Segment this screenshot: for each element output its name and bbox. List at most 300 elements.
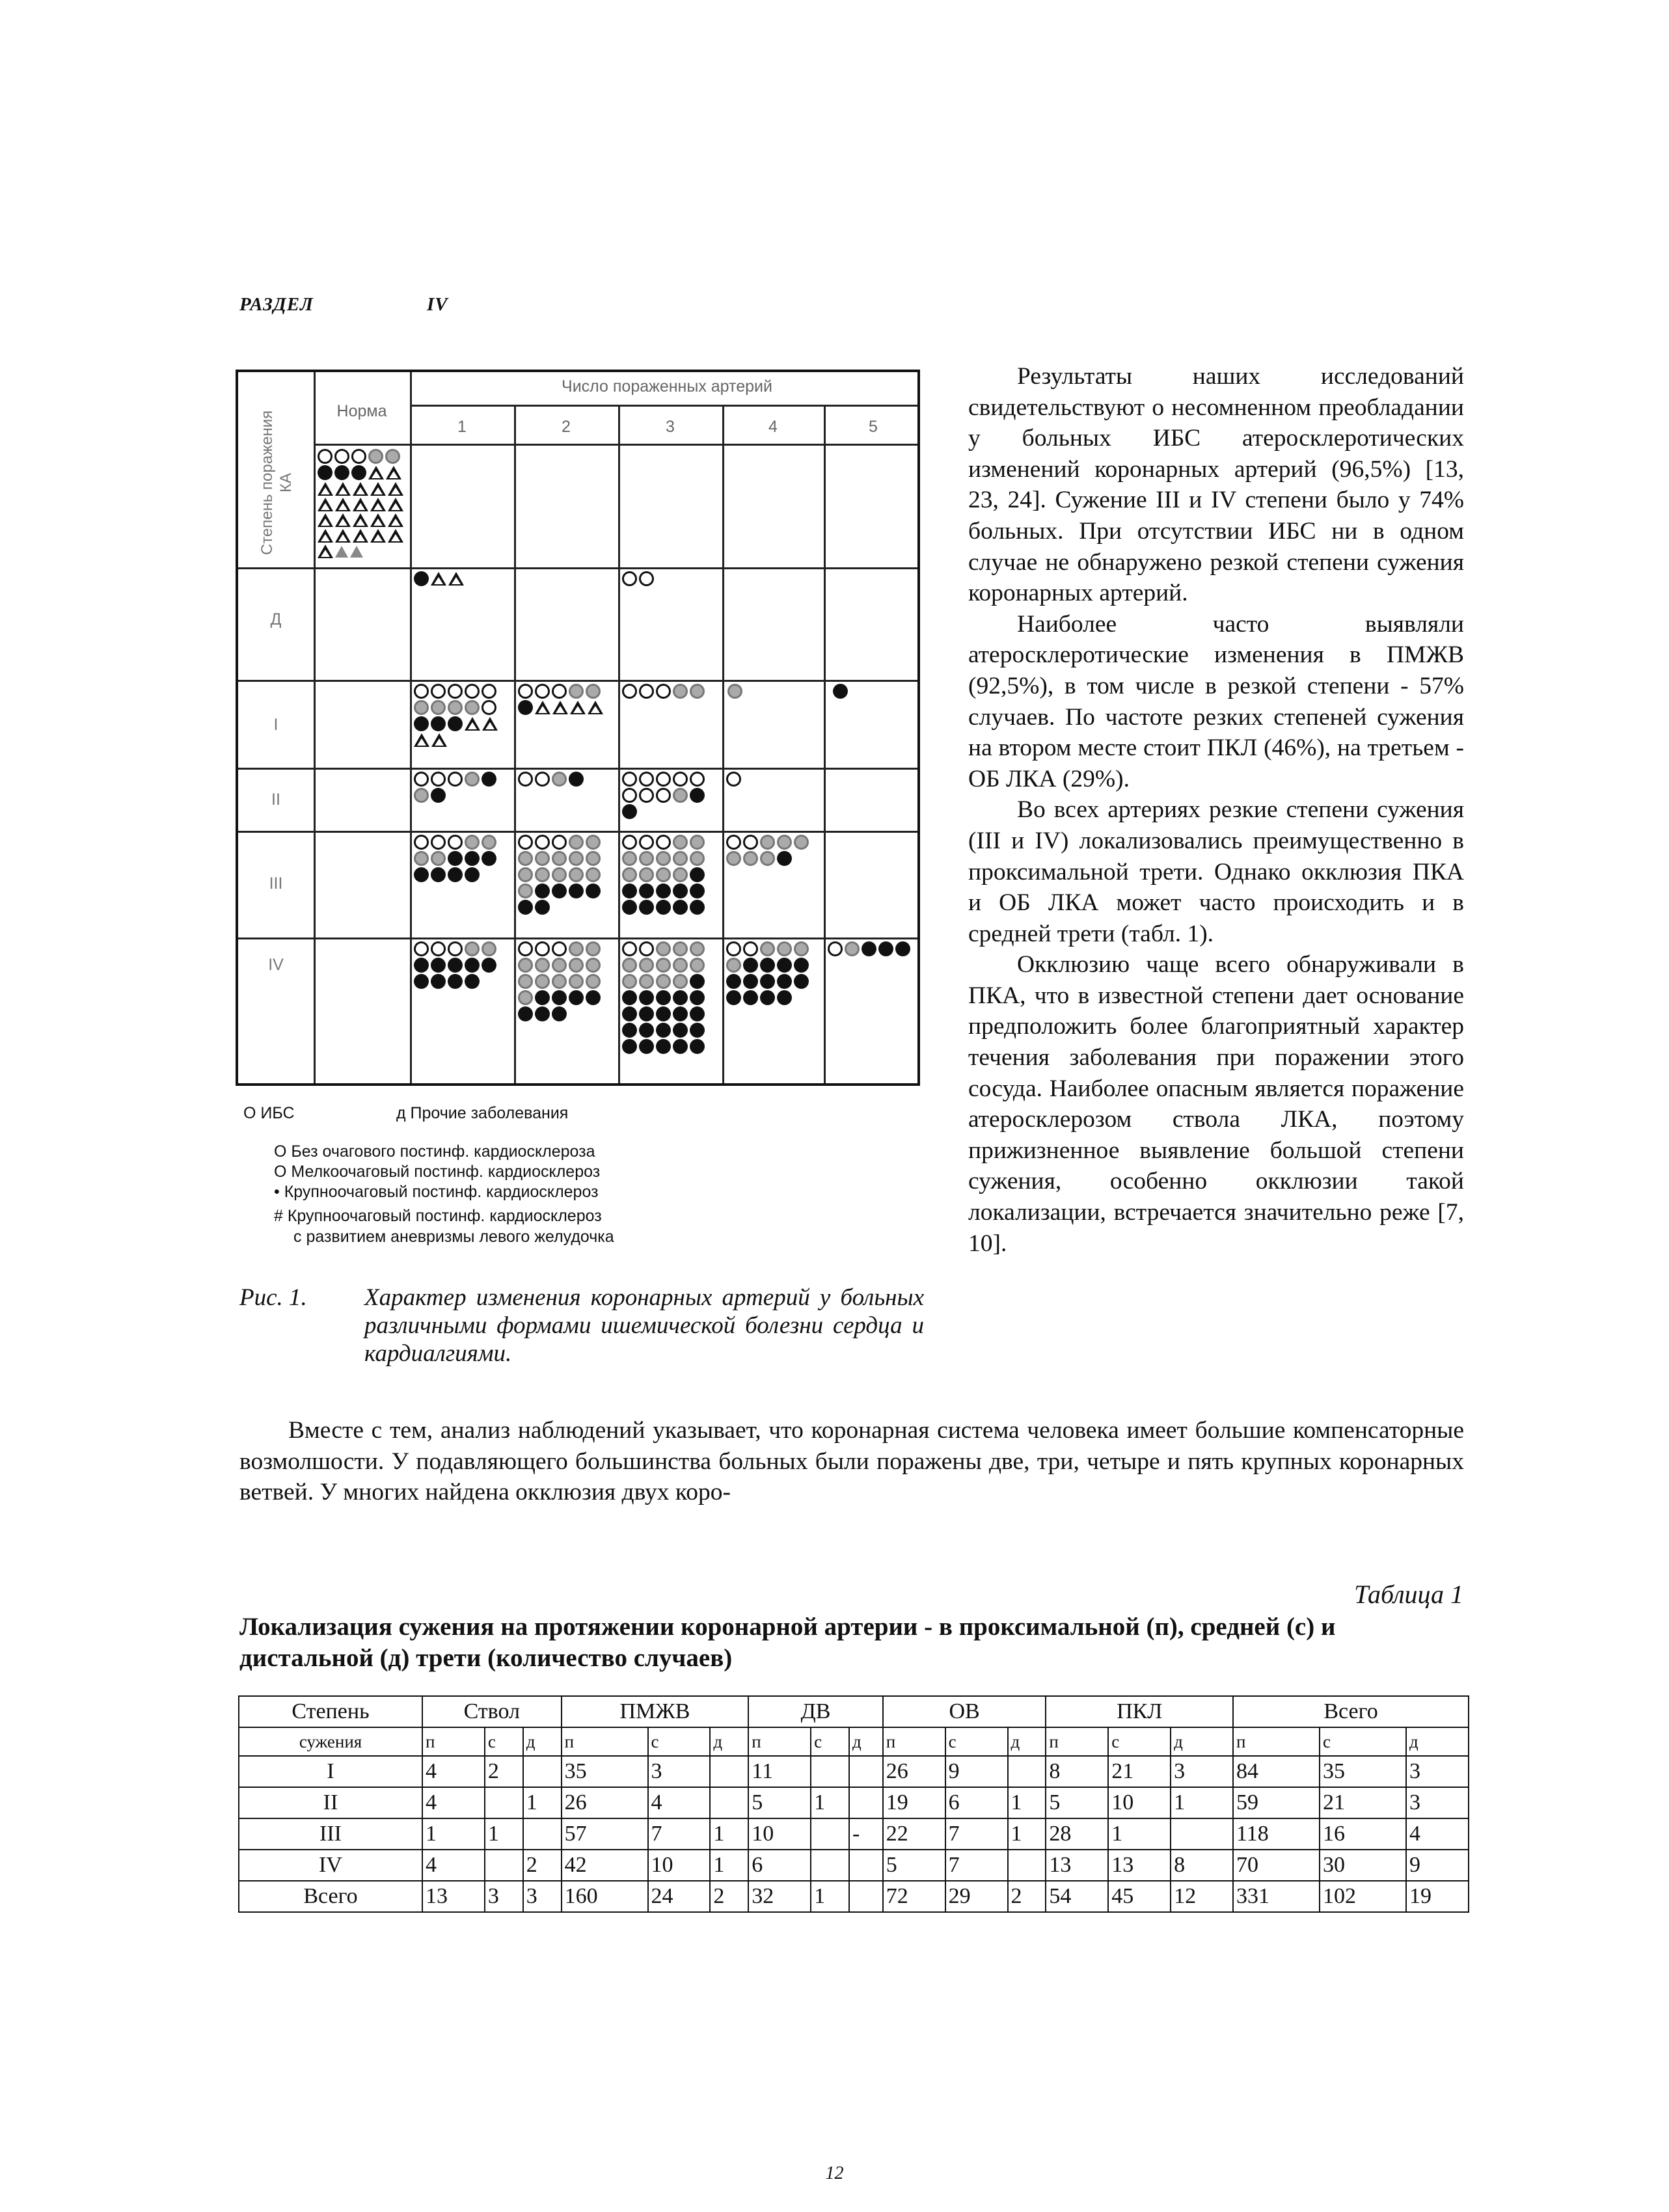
filled-circle-marker [656, 1023, 671, 1038]
table-cell [849, 1881, 883, 1912]
table-cell: 10 [748, 1818, 811, 1850]
filled-circle-marker [639, 900, 654, 915]
grey-circle-marker [465, 772, 480, 787]
filled-circle-marker [760, 958, 775, 973]
table-subheader: с [945, 1727, 1008, 1756]
filled-circle-marker [448, 851, 463, 866]
filled-circle-marker [777, 974, 792, 989]
figure-cell-norm-row0 [318, 449, 409, 558]
paragraph: Окклюзию чаще всего обнаруживали в ПКА, что в известной степени дает основание предположить более благоприятный характер течения заболевания при поражении этого сосуда. Наиболее опасным является поражение атеросклерозом ствола ЛКА, поэтому прижизненное выявление большой степени сужения, особенно окклюзии такой локализации, встречается значительно реже [7, 10]. [968, 951, 1464, 1257]
filled-circle-marker [639, 990, 654, 1005]
triangle-marker [570, 701, 586, 714]
table-subheader: п [422, 1727, 485, 1756]
grey-circle-marker [743, 851, 758, 866]
table-subheader: д [1008, 1727, 1046, 1756]
grey-circle-marker [569, 867, 584, 882]
filled-circle-marker [482, 772, 496, 787]
table-cell [811, 1756, 849, 1787]
table-cell: 331 [1233, 1881, 1320, 1912]
triangle-marker [335, 498, 351, 511]
open-circle-marker [414, 941, 429, 956]
figure-grid [236, 370, 920, 1086]
figure-row-3: III [269, 874, 283, 893]
open-circle-marker [726, 772, 741, 787]
figure-cell-2-3 [622, 772, 720, 819]
filled-circle-marker [690, 900, 705, 915]
filled-circle-marker [569, 990, 584, 1005]
triangle-marker [353, 482, 368, 496]
figure-cell-4-4 [726, 941, 821, 1005]
figure-cell-1-3 [622, 684, 720, 699]
filled-circle-marker [414, 716, 429, 731]
table-subheader: д [710, 1727, 748, 1756]
table-cell: 35 [562, 1756, 648, 1787]
figure-cell-3-3 [622, 835, 720, 915]
filled-circle-marker [482, 851, 496, 866]
filled-circle-marker [552, 1006, 567, 1021]
filled-circle-marker [777, 958, 792, 973]
filled-circle-marker [586, 990, 601, 1005]
table-cell: 28 [1046, 1818, 1108, 1850]
grey-circle-marker [673, 851, 688, 866]
table-cell: 10 [648, 1850, 711, 1881]
table-subheader: п [1046, 1727, 1108, 1756]
filled-circle-marker [448, 974, 463, 989]
figure-cell-2-1 [414, 772, 511, 803]
table-subheader: с [485, 1727, 523, 1756]
filled-circle-marker [535, 900, 550, 915]
table-group-header: ПМЖВ [562, 1696, 749, 1727]
figure-col-4: 4 [768, 418, 778, 436]
grey-circle-marker [431, 700, 446, 715]
filled-circle-marker [656, 883, 671, 898]
open-circle-marker [726, 941, 741, 956]
filled-circle-marker [518, 700, 533, 715]
figure-row-d: Д [270, 610, 282, 628]
filled-circle-marker [673, 1006, 688, 1021]
filled-circle-marker [622, 1006, 637, 1021]
triangle-marker [535, 701, 550, 714]
figure-cell-1-2 [518, 684, 616, 715]
table-row-label: II [239, 1787, 422, 1818]
table-cell: 5 [883, 1850, 945, 1881]
grey-circle-marker [794, 941, 809, 956]
figure-cell-1-1 [414, 684, 511, 747]
running-header-section: РАЗДЕЛ [239, 294, 314, 315]
filled-circle-marker [862, 941, 876, 956]
filled-circle-marker [690, 1023, 705, 1038]
table-subheader: д [523, 1727, 562, 1756]
filled-circle-marker [639, 1039, 654, 1054]
grey-circle-marker [760, 835, 775, 850]
grey-circle-marker [368, 449, 383, 464]
filled-circle-marker [690, 1039, 705, 1054]
grey-circle-marker [518, 851, 533, 866]
table-cell: 1 [422, 1818, 485, 1850]
table-cell: 3 [1406, 1756, 1469, 1787]
triangle-marker [318, 498, 333, 511]
figure-col-3: 3 [666, 418, 675, 436]
filled-circle-marker [760, 990, 775, 1005]
grey-circle-marker [586, 851, 601, 866]
page-number: 12 [825, 2163, 844, 2183]
grey-circle-marker [465, 700, 480, 715]
grey-circle-marker [794, 835, 809, 850]
open-circle-marker [639, 835, 654, 850]
triangle-marker [388, 482, 403, 496]
grey-circle-marker [518, 883, 533, 898]
open-circle-marker [726, 835, 741, 850]
triangle-marker [465, 717, 480, 731]
table-cell [485, 1850, 523, 1881]
table-subheader: п [883, 1727, 945, 1756]
filled-circle-marker [673, 900, 688, 915]
filled-circle-marker [482, 958, 496, 973]
legend-item: О Без очагового постинф. кардиосклероза [274, 1142, 595, 1161]
grey-circle-marker [673, 958, 688, 973]
filled-circle-marker [777, 851, 792, 866]
triangle-marker [552, 701, 568, 714]
filled-circle-marker [535, 883, 550, 898]
table-cell: 2 [485, 1756, 523, 1787]
table-cell [849, 1787, 883, 1818]
figure-cell-1-5 [829, 684, 920, 699]
table-cell: 19 [1406, 1881, 1469, 1912]
grey-circle-marker [535, 958, 550, 973]
triangle-marker [370, 513, 386, 527]
table-row-label: III [239, 1818, 422, 1850]
open-circle-marker [465, 684, 480, 699]
filled-circle-marker [431, 974, 446, 989]
grey-circle-marker [586, 684, 601, 699]
open-circle-marker [414, 772, 429, 787]
grey-circle-marker [482, 941, 496, 956]
figure-col-2: 2 [562, 418, 571, 436]
table-cell: 1 [710, 1850, 748, 1881]
filled-circle-marker [535, 1006, 550, 1021]
table-cell: 1 [1171, 1787, 1233, 1818]
open-circle-marker [535, 772, 550, 787]
open-circle-marker [639, 571, 654, 586]
table-cell: 8 [1046, 1756, 1108, 1787]
open-circle-marker [351, 449, 366, 464]
table-cell: 9 [945, 1756, 1008, 1787]
filled-circle-marker [639, 1006, 654, 1021]
grey-circle-marker [552, 867, 567, 882]
table-cell: 45 [1108, 1881, 1171, 1912]
figure-cell-2-2 [518, 772, 616, 787]
filled-circle-marker [673, 1039, 688, 1054]
triangle-marker [414, 733, 429, 747]
table-cell: 3 [485, 1881, 523, 1912]
triangle-marker [335, 482, 351, 496]
grey-circle-marker [535, 974, 550, 989]
grey-circle-marker [518, 990, 533, 1005]
open-circle-marker [622, 941, 637, 956]
grey-circle-marker [448, 700, 463, 715]
table-cell: 13 [422, 1881, 485, 1912]
table-cell: 30 [1320, 1850, 1406, 1881]
open-circle-marker [518, 941, 533, 956]
table-subheader: д [1171, 1727, 1233, 1756]
table-cell: 3 [1171, 1756, 1233, 1787]
filled-circle-marker [414, 571, 429, 586]
table-cell: 21 [1320, 1787, 1406, 1818]
table-cell: 4 [422, 1850, 485, 1881]
grey-circle-marker [569, 684, 584, 699]
table-subheader: д [1406, 1727, 1469, 1756]
triangle-marker [448, 572, 464, 586]
table-row [239, 1850, 1469, 1881]
table-subheader: с [1320, 1727, 1406, 1756]
open-circle-marker [622, 684, 637, 699]
open-circle-marker [743, 941, 758, 956]
filled-circle-marker [690, 788, 705, 803]
paragraph: Результаты наших исследований свидетельствуют о несомненном преобладании у больных ИБС атеросклеротических изменений коронарных артерий (96,5%) [13, 23, 24]. Сужение III и IV степени было у 74% больных. При отсутствии ИБС ни в одном случае не обнаружено резкой степени сужения коронарных артерий. [968, 363, 1464, 607]
table-group-header: Ствол [422, 1696, 562, 1727]
grey-circle-marker [656, 958, 671, 973]
figure-cell-2-4 [726, 772, 821, 787]
table-row [239, 1787, 1469, 1818]
grey-circle-marker [690, 835, 705, 850]
figure-cell-4-3 [622, 941, 720, 1054]
filled-circle-marker [656, 1039, 671, 1054]
grey-circle-marker [552, 772, 567, 787]
table-cell: 10 [1108, 1787, 1171, 1818]
grey-circle-marker [622, 867, 637, 882]
open-circle-marker [622, 788, 637, 803]
open-circle-marker [431, 684, 446, 699]
figure-cell-3-1 [414, 835, 511, 882]
grey-circle-marker [552, 974, 567, 989]
table-cell [1008, 1756, 1046, 1787]
table-subheader: д [849, 1727, 883, 1756]
table-cell: 13 [1046, 1850, 1108, 1881]
grey-circle-marker [845, 941, 860, 956]
grey-circle-marker [639, 867, 654, 882]
figure-norm-label: Норма [336, 402, 387, 420]
open-circle-marker [535, 684, 550, 699]
table-cell: 21 [1108, 1756, 1171, 1787]
figure-col-1: 1 [457, 418, 467, 436]
triangle-marker [388, 529, 403, 543]
table-row-label: IV [239, 1850, 422, 1881]
open-circle-marker [482, 684, 496, 699]
grey-circle-marker [586, 958, 601, 973]
table-row [239, 1881, 1469, 1912]
filled-circle-marker [431, 716, 446, 731]
legend-ibs: О ИБС [243, 1104, 295, 1122]
filled-circle-marker [622, 990, 637, 1005]
table-cell: 11 [748, 1756, 811, 1787]
filled-circle-marker [431, 788, 446, 803]
table-cell: 1 [523, 1787, 562, 1818]
table-cell: 59 [1233, 1787, 1320, 1818]
open-circle-marker [448, 941, 463, 956]
filled-circle-marker [518, 900, 533, 915]
filled-circle-marker [448, 867, 463, 882]
figure-cell-d-1 [414, 571, 511, 586]
filled-circle-marker [833, 684, 848, 699]
filled-circle-marker [569, 772, 584, 787]
grey-circle-marker [690, 958, 705, 973]
grey-circle-marker [690, 851, 705, 866]
grey-circle-marker [569, 851, 584, 866]
triangle-marker [431, 572, 446, 586]
filled-circle-marker [586, 883, 601, 898]
filled-circle-marker [465, 851, 480, 866]
full-width-paragraph: Вместе с тем, анализ наблюдений указывает, что коронарная система человека имеет большие компенсаторные возмолшости. У подавляющего большинства больных были поражены две, три, четыре и пять крупных коронарных ветвей. У многих найдена окклюзия двух коро- [239, 1417, 1464, 1506]
filled-circle-marker [690, 1006, 705, 1021]
table-cell: 6 [748, 1850, 811, 1881]
filled-circle-marker [673, 883, 688, 898]
grey-circle-marker [586, 974, 601, 989]
grey-circle-marker [673, 684, 688, 699]
table-cell: 72 [883, 1881, 945, 1912]
open-circle-marker [318, 449, 332, 464]
filled-circle-marker [622, 1039, 637, 1054]
open-circle-marker [639, 684, 654, 699]
figure-cell-1-4 [727, 684, 821, 699]
open-circle-marker [656, 684, 671, 699]
grey-circle-marker [586, 941, 601, 956]
open-circle-marker [622, 772, 637, 787]
open-circle-marker [656, 788, 671, 803]
filled-circle-marker [794, 974, 809, 989]
grey-circle-marker [414, 700, 429, 715]
filled-circle-marker [535, 990, 550, 1005]
legend-other: д Прочие заболевания [396, 1104, 569, 1122]
filled-circle-marker [414, 958, 429, 973]
filled-circle-marker [639, 1023, 654, 1038]
triangle-marker [588, 701, 603, 714]
table-cell: 19 [883, 1787, 945, 1818]
open-circle-marker [414, 835, 429, 850]
grey-circle-marker [586, 867, 601, 882]
table-cell [710, 1787, 748, 1818]
figure-caption-text: Характер изменения коронарных артерий у больных различными формами ишемической болезни сердца и кардиалгиями. [364, 1284, 924, 1367]
grey-circle-marker [535, 851, 550, 866]
open-circle-marker [639, 788, 654, 803]
filled-circle-marker [895, 941, 910, 956]
table-cell: 8 [1171, 1850, 1233, 1881]
table-subheader: с [648, 1727, 711, 1756]
grey-circle-marker [465, 835, 480, 850]
table-row-label: I [239, 1756, 422, 1787]
table-cell [1171, 1818, 1233, 1850]
table-cell: 1 [485, 1818, 523, 1850]
table-title: Локализация сужения на протяжении коронарной артерии - в проксимальной (п), средней (с) и дистальной (д) трети (количество случаев) [239, 1613, 1336, 1672]
triangle-marker [318, 482, 333, 496]
filled-circle-marker [414, 867, 429, 882]
table-row [239, 1818, 1469, 1850]
table-cell: 1 [710, 1818, 748, 1850]
table-cell: 3 [523, 1881, 562, 1912]
grey-circle-marker [518, 867, 533, 882]
triangle-marker [335, 513, 351, 527]
table-cell: 13 [1108, 1850, 1171, 1881]
grey-circle-marker [569, 835, 584, 850]
open-circle-marker [552, 835, 567, 850]
table-group-header: Всего [1233, 1696, 1469, 1727]
table-cell [811, 1818, 849, 1850]
table-subheader: п [1233, 1727, 1320, 1756]
grey-circle-marker [656, 867, 671, 882]
table-cell: 5 [748, 1787, 811, 1818]
open-circle-marker [535, 941, 550, 956]
filled-circle-marker [673, 990, 688, 1005]
filled-circle-marker [465, 958, 480, 973]
figure-group-header: Число пораженных артерий [562, 377, 772, 396]
grey-circle-marker [673, 974, 688, 989]
grey-circle-marker [465, 941, 480, 956]
open-circle-marker [482, 700, 496, 715]
table-cell [849, 1756, 883, 1787]
triangle-marker [482, 717, 498, 731]
table-cell: 2 [523, 1850, 562, 1881]
figure-row-2: II [271, 790, 280, 809]
grey-circle-marker [726, 851, 741, 866]
table-cell: 160 [562, 1881, 648, 1912]
data-table [238, 1695, 1469, 1913]
grey-circle-marker [690, 684, 705, 699]
table-cell: 3 [648, 1756, 711, 1787]
filled-circle-marker [622, 900, 637, 915]
table-cell: 1 [811, 1787, 849, 1818]
triangle-marker [318, 513, 333, 527]
filled-circle-marker [431, 867, 446, 882]
filled-circle-marker [622, 883, 637, 898]
grey-circle-marker [518, 974, 533, 989]
grey-circle-marker [673, 835, 688, 850]
table-cell: 16 [1320, 1818, 1406, 1850]
filled-circle-marker [690, 990, 705, 1005]
table-cell: - [849, 1818, 883, 1850]
triangle-marker [318, 545, 333, 558]
open-circle-marker [656, 835, 671, 850]
table-cell: 118 [1233, 1818, 1320, 1850]
filled-circle-marker [777, 990, 792, 1005]
open-circle-marker [518, 772, 533, 787]
grey-circle-marker [569, 974, 584, 989]
triangle-marker [388, 513, 403, 527]
triangle-marker [431, 733, 447, 747]
table-header-suzheniya: сужения [239, 1727, 422, 1756]
paragraph: Наиболее часто выявляли атеросклеротические изменения в ПМЖВ (92,5%), в том числе в резкой степени - 57% случаев. По частоте резких степеней сужения на втором месте стоит ПКЛ (46%), на третьем - ОБ ЛКА (29%). [968, 610, 1464, 792]
triangle-marker [318, 529, 333, 543]
filled-circle-marker [743, 990, 758, 1005]
figure-cell-d-3 [622, 571, 720, 586]
figure-cell-4-2 [518, 941, 616, 1021]
table-cell: 9 [1406, 1850, 1469, 1881]
grey-circle-marker [569, 958, 584, 973]
grey-circle-marker [639, 974, 654, 989]
filled-circle-marker [639, 883, 654, 898]
table-cell: 57 [562, 1818, 648, 1850]
grey-circle-marker [690, 941, 705, 956]
filled-circle-marker [673, 1023, 688, 1038]
table-subheader: с [811, 1727, 849, 1756]
open-circle-marker [552, 684, 567, 699]
right-column [968, 361, 1464, 1259]
figure-cell-3-4 [726, 835, 821, 866]
filled-circle-marker [690, 867, 705, 882]
table-cell [849, 1850, 883, 1881]
filled-circle-marker [743, 974, 758, 989]
table-cell [811, 1850, 849, 1881]
table-cell: 1 [811, 1881, 849, 1912]
filled-circle-marker [760, 974, 775, 989]
